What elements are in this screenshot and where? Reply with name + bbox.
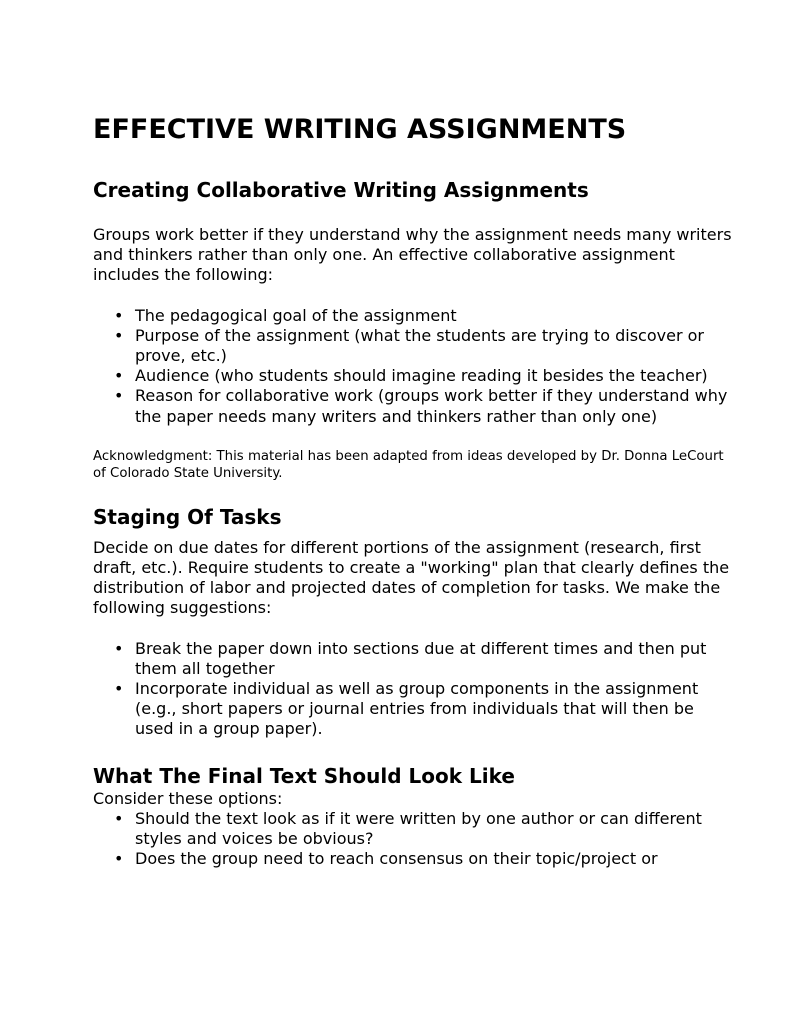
list-item [114, 306, 733, 326]
list-item-text: Does the group need to reach consensus on their topic/project or [135, 849, 658, 869]
section-heading-staging: Staging Of Tasks [93, 504, 282, 529]
document-content [93, 112, 733, 869]
bullet-list-staging [93, 639, 733, 740]
section-heading-final-text: What The Final Text Should Look Like [93, 763, 515, 788]
list-item-text: The pedagogical goal of the assignment [135, 305, 457, 325]
section-intro-final-text: Consider these options: [93, 788, 283, 808]
bullet-icon: • [114, 849, 124, 869]
list-item-text: Break the paper down into sections due at different times and then put them all together [135, 638, 707, 678]
list-item [114, 366, 733, 386]
document-title: EFFECTIVE WRITING ASSIGNMENTS [93, 114, 627, 145]
section-intro-collaborative: Groups work better if they understand why the assignment needs many writers and thinkers rather than only one. An effective collaborative assignment includes the following: [93, 225, 732, 285]
list-item-text: Reason for collaborative work (groups work better if they understand why the paper needs many writers and thinkers rather than only one) [135, 386, 728, 426]
bullet-icon: • [114, 808, 124, 828]
list-item [114, 386, 733, 426]
list-item [114, 809, 733, 849]
bullet-icon: • [114, 386, 124, 406]
list-item-text: Audience (who students should imagine reading it besides the teacher) [135, 366, 708, 386]
bullet-icon: • [114, 679, 124, 699]
acknowledgment-text: Acknowledgment: This material has been adapted from ideas developed by Dr. Donna LeCourt of Colorado State University. [93, 448, 724, 482]
bullet-list-collaborative [93, 306, 733, 427]
section-intro-staging: Decide on due dates for different portions of the assignment (research, first draft, etc.). Require students to create a "working" plan that clearly defines the distribution of labor and projected dates of completion for tasks. We make the following suggestions: [93, 537, 730, 618]
list-item [114, 639, 733, 679]
bullet-icon: • [114, 638, 124, 658]
bullet-icon: • [114, 305, 124, 325]
list-item-text: Purpose of the assignment (what the students are trying to discover or prove, etc.) [135, 325, 704, 366]
bullet-list-final-text [93, 809, 733, 870]
list-item [114, 679, 733, 740]
bullet-icon: • [114, 366, 124, 386]
list-item-text: Incorporate individual as well as group components in the assignment (e.g., short papers or journal entries from individuals that will then be used in a group paper). [135, 679, 699, 739]
section-heading-collaborative: Creating Collaborative Writing Assignments [93, 178, 589, 202]
list-item-text: Should the text look as if it were written by one author or can different styles and voices be obvious? [135, 808, 702, 849]
bullet-icon: • [114, 325, 124, 345]
list-item [114, 849, 733, 869]
list-item [114, 326, 733, 366]
